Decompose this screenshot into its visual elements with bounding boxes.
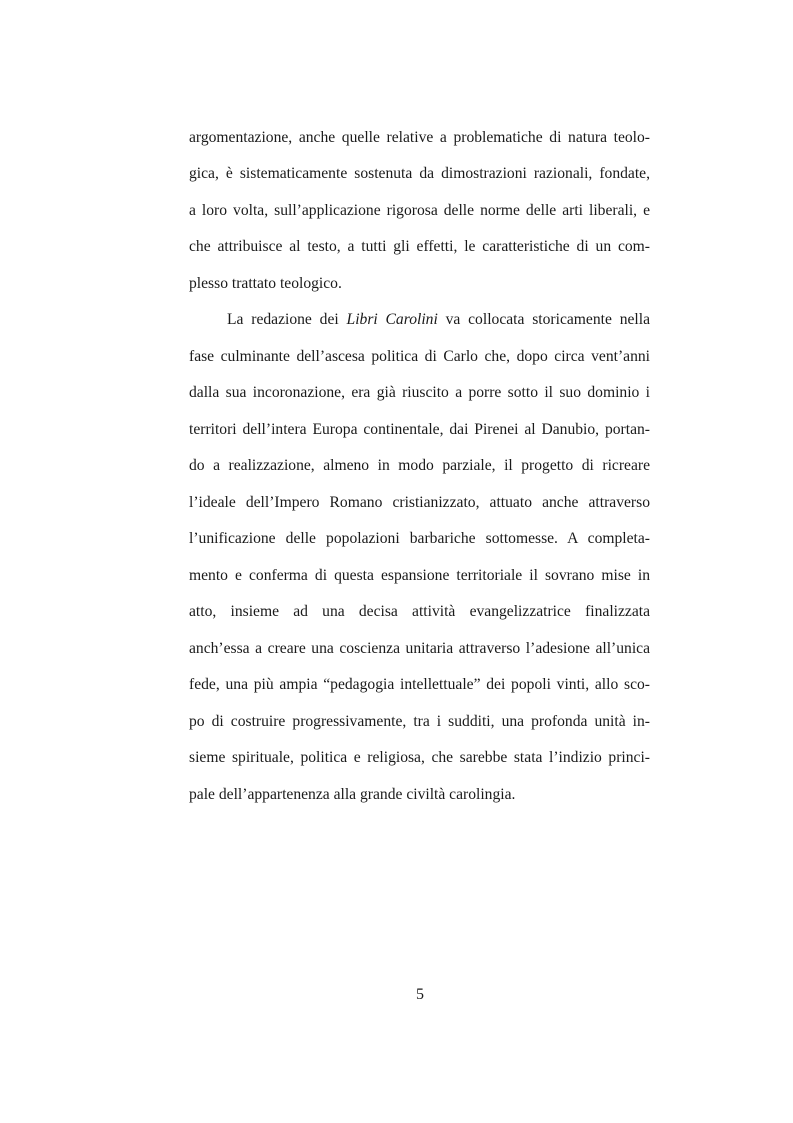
paragraph-2-line-5: do a realizzazione, almeno in modo parziale, il progetto di ricreare bbox=[189, 457, 650, 474]
paragraph-2-line-8: mento e conferma di questa espansione territoriale il sovrano mise in bbox=[189, 567, 650, 584]
paragraph-2-suffix: va collocata storicamente nella bbox=[437, 311, 650, 328]
paragraph-1-line-1: argomentazione, anche quelle relative a problematiche di natura teolo- bbox=[189, 129, 650, 146]
paragraph-2-line-3: dalla sua incoronazione, era già riuscito a porre sotto il suo dominio i bbox=[189, 384, 650, 401]
book-title: Libri Carolini bbox=[346, 311, 438, 328]
paragraph-2-line-13: sieme spirituale, politica e religiosa, che sarebbe stata l’indizio princi- bbox=[189, 749, 650, 766]
paragraph-2-line-2: fase culminante dell’ascesa politica di Carlo che, dopo circa vent’anni bbox=[189, 348, 650, 365]
paragraph-1-line-4: che attribuisce al testo, a tutti gli effetti, le caratteristiche di un com- bbox=[189, 238, 650, 255]
paragraph-2-line-12: po di costruire progressivamente, tra i sudditi, una profonda unità in- bbox=[189, 713, 650, 730]
paragraph-2-line-1 bbox=[227, 309, 650, 331]
paragraph-2-line-6: l’ideale dell’Impero Romano cristianizzato, attuato anche attraverso bbox=[189, 494, 650, 511]
paragraph-2-prefix: La redazione dei bbox=[227, 311, 347, 328]
paragraph-1-line-2: gica, è sistematicamente sostenuta da dimostrazioni razionali, fondate, bbox=[189, 165, 650, 182]
paragraph-2-line-11: fede, una più ampia “pedagogia intellettuale” dei popoli vinti, allo sco- bbox=[189, 676, 650, 693]
paragraph-1-line-5: plesso trattato teologico. bbox=[189, 275, 342, 292]
paragraph-2-line-7: l’unificazione delle popolazioni barbariche sottomesse. A completa- bbox=[189, 530, 650, 547]
paragraph-1-line-3: a loro volta, sull’applicazione rigorosa delle norme delle arti liberali, e bbox=[189, 202, 650, 219]
paragraph-2-line-10: anch’essa a creare una coscienza unitaria attraverso l’adesione all’unica bbox=[189, 640, 650, 657]
paragraph-2-line-9: atto, insieme ad una decisa attività evangelizzatrice finalizzata bbox=[189, 603, 650, 620]
paragraph-2-line-4: territori dell’intera Europa continentale, dai Pirenei al Danubio, portan- bbox=[189, 421, 650, 438]
paragraph-2-line-14: pale dell’appartenenza alla grande civiltà carolingia. bbox=[189, 786, 516, 803]
page-number: 5 bbox=[416, 986, 424, 1003]
